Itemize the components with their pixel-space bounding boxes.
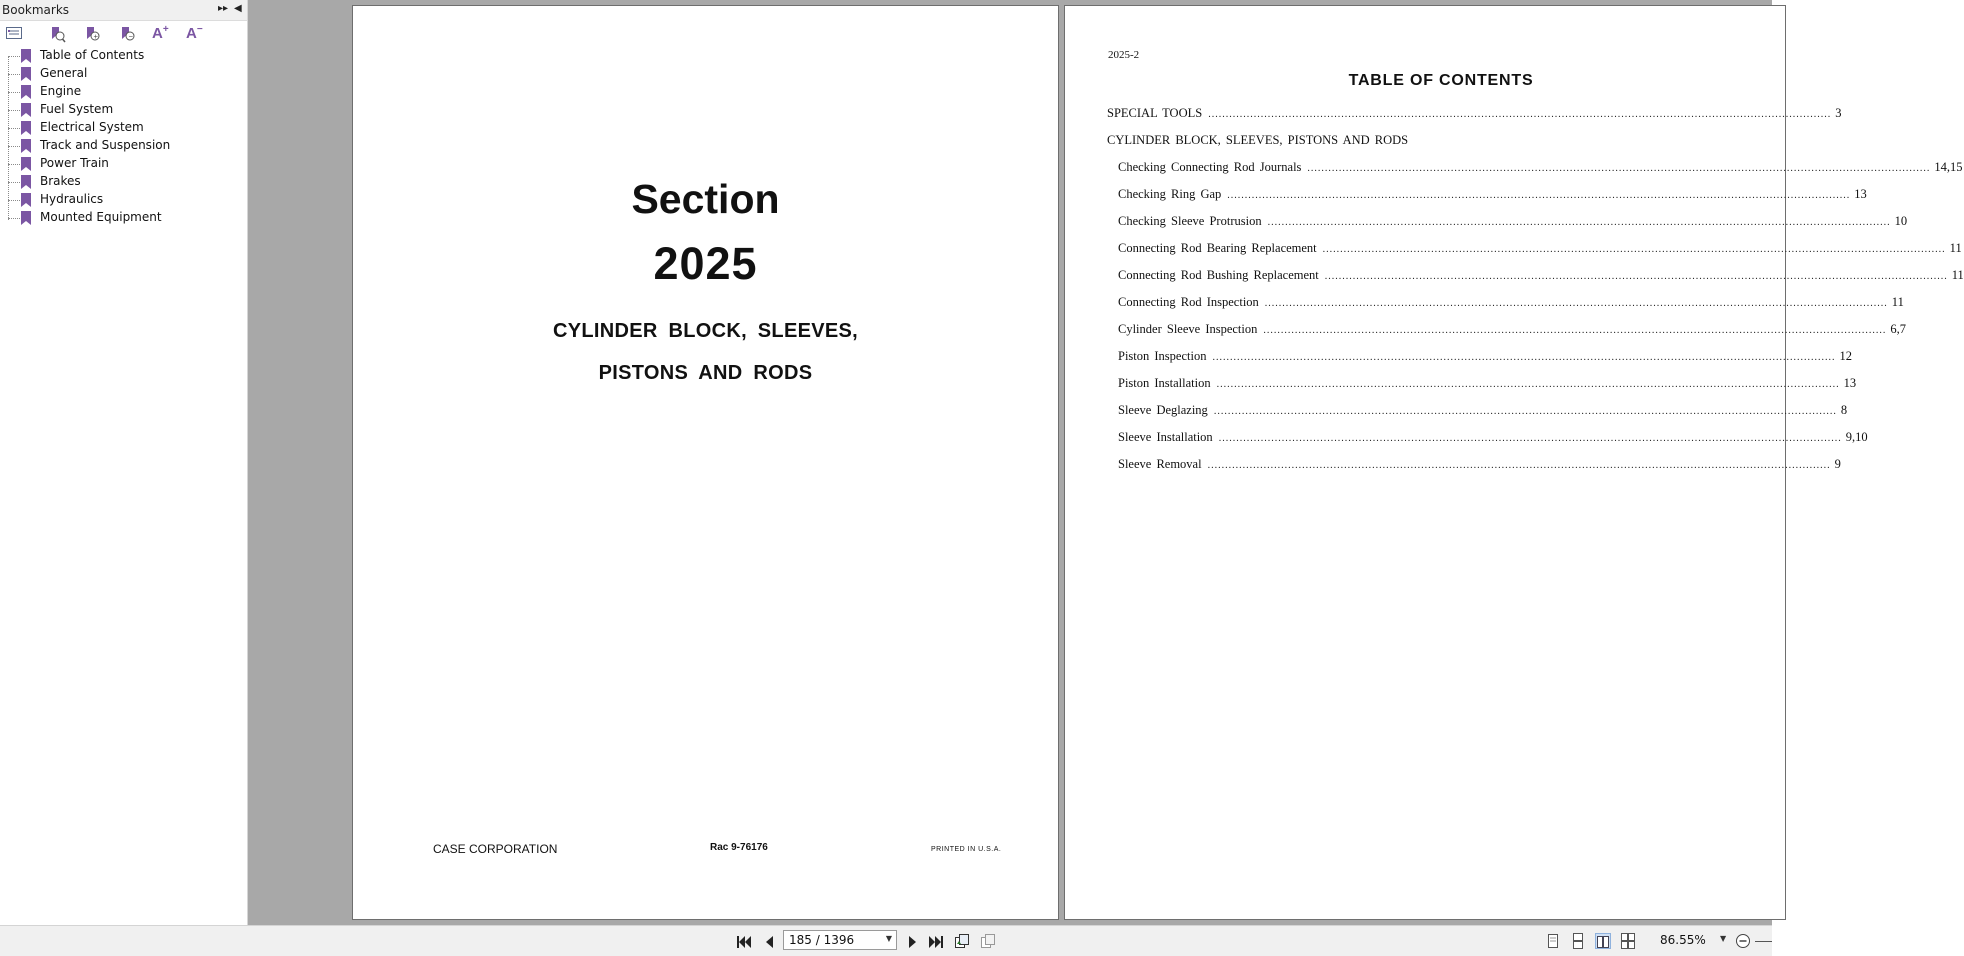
toc-entry-title: Connecting Rod Inspection [1118, 295, 1259, 309]
toc-entry[interactable] [1118, 268, 1964, 284]
toc-entry-title: Sleeve Deglazing [1118, 403, 1208, 417]
increase-font-icon[interactable]: A+ [152, 24, 169, 42]
tree-connector [8, 200, 20, 201]
toc-leader-dots: .................................................................................................................................................................................. [1212, 352, 1836, 363]
toc-leader-dots: .................................................................................................................................................................................. [1264, 298, 1888, 309]
collapse-panel-icon[interactable]: ◀ [234, 3, 242, 14]
bookmark-icon [21, 175, 31, 189]
svg-text:−: − [128, 33, 134, 41]
page-number: 2025-2 [1108, 49, 1140, 61]
toc-leader-dots: .................................................................................................................................................................................. [1208, 109, 1832, 120]
bookmark-icon [21, 103, 31, 117]
bookmark-icon [21, 85, 31, 99]
bookmark-icon [21, 211, 31, 225]
single-page-view-icon[interactable] [1545, 933, 1561, 949]
bookmarks-title: Bookmarks [2, 3, 70, 17]
toc-entry[interactable] [1118, 349, 1852, 365]
toc-entry-special-tools[interactable] [1107, 106, 1842, 122]
toc-leader-dots: .................................................................................................................................................................................. [1307, 163, 1931, 174]
section-label: Section [631, 176, 780, 222]
continuous-facing-view-icon[interactable] [1620, 933, 1636, 949]
bookmarks-header [0, 0, 247, 21]
tree-connector [8, 74, 20, 75]
toc-entry-page: 9 [1834, 457, 1841, 471]
bookmark-label: Table of Contents [40, 48, 145, 62]
bookmark-label: Mounted Equipment [40, 210, 162, 224]
toc-entry[interactable] [1118, 160, 1963, 176]
toc-entry-title: Sleeve Installation [1118, 430, 1213, 444]
bookmark-label: Engine [40, 84, 82, 98]
zoom-out-icon[interactable] [1735, 933, 1751, 949]
svg-text:+: + [93, 33, 99, 41]
toc-entry-page: 8 [1840, 403, 1848, 417]
bookmark-label: Electrical System [40, 120, 144, 134]
toc-entry-title: Piston Inspection [1118, 349, 1207, 363]
toc-entry[interactable] [1118, 376, 1857, 392]
footer-corporation: CASE CORPORATION [433, 842, 558, 856]
toc-entry-title: Sleeve Removal [1118, 457, 1202, 471]
first-page-icon[interactable] [736, 934, 752, 948]
bookmarks-panel [0, 0, 248, 925]
toc-leader-dots: .................................................................................................................................................................................. [1227, 190, 1851, 201]
toc-entry[interactable] [1118, 241, 1962, 257]
toc-leader-dots: .................................................................................................................................................................................. [1218, 433, 1842, 444]
zoom-level[interactable]: 86.55% [1660, 933, 1706, 947]
bookmark-icon [21, 157, 31, 171]
page-number-field[interactable] [783, 930, 897, 950]
continuous-view-icon[interactable] [1570, 933, 1586, 949]
page-indicator: 185 / 1396 [789, 933, 855, 947]
page-right [1064, 5, 1964, 920]
toc-entry-page: 11 [1949, 241, 1962, 255]
toc-entry-page: 12 [1839, 349, 1852, 363]
toc-entry[interactable] [1118, 403, 1848, 419]
bookmark-label: Fuel System [40, 102, 114, 116]
toc-entry-title: Checking Sleeve Protrusion [1118, 214, 1262, 228]
toc-leader-dots: .................................................................................................................................................................................. [1213, 406, 1837, 417]
toc-entry-page: 11 [1891, 295, 1904, 309]
bookmarks-toolbar [0, 21, 247, 47]
previous-view-icon[interactable] [954, 933, 970, 947]
section-number: 2025 [653, 238, 758, 289]
bookmark-label: Track and Suspension [40, 138, 171, 152]
toc-entry[interactable] [1118, 430, 1868, 446]
previous-page-icon[interactable] [762, 934, 778, 948]
footer-printed: PRINTED IN U.S.A. [931, 846, 1002, 853]
bookmark-table-of-contents[interactable] [8, 47, 238, 65]
tree-connector [8, 92, 20, 93]
bookmark-engine[interactable] [8, 83, 238, 101]
bookmark-options-icon[interactable] [5, 25, 27, 43]
tree-connector [8, 146, 20, 147]
toc-entry-page: 13 [1854, 187, 1867, 201]
section-subtitle-line1: CYLINDER BLOCK, SLEEVES, [552, 320, 858, 342]
zoom-slider[interactable] [1755, 941, 1772, 942]
bookmark-label: Hydraulics [40, 192, 104, 206]
bookmark-hydraulics[interactable] [8, 191, 238, 209]
tree-connector [8, 110, 20, 111]
toc-entry-page: 11 [1951, 268, 1964, 282]
toc-leader-dots: .................................................................................................................................................................................. [1207, 460, 1831, 471]
expand-bookmark-icon[interactable] [118, 25, 140, 43]
toc-leader-dots: .................................................................................................................................................................................. [1263, 325, 1887, 336]
bookmark-electrical-system[interactable] [8, 119, 238, 137]
section-subtitle-line2: PISTONS AND RODS [598, 362, 813, 384]
bookmark-icon [21, 139, 31, 153]
zoom-dropdown-icon[interactable]: ▼ [1720, 934, 1727, 943]
toc-leader-dots: .................................................................................................................................................................................. [1324, 271, 1948, 282]
toc-leader-dots: .................................................................................................................................................................................. [1322, 244, 1946, 255]
bookmark-icon [21, 49, 31, 63]
bookmark-fuel-system[interactable] [8, 101, 238, 119]
next-view-icon[interactable] [980, 933, 996, 947]
status-bar [0, 925, 1772, 956]
toc-title: TABLE OF CONTENTS [1348, 72, 1534, 89]
toc-entry[interactable] [1118, 214, 1908, 230]
document-viewer[interactable] [248, 0, 1964, 925]
facing-view-icon[interactable] [1595, 933, 1611, 949]
new-bookmark-icon[interactable] [48, 25, 70, 43]
bookmark-label: General [40, 66, 88, 80]
bookmark-brakes[interactable] [8, 173, 238, 191]
bookmark-icon [21, 193, 31, 207]
bookmark-power-train[interactable] [8, 155, 238, 173]
toc-entry-title: Connecting Rod Bearing Replacement [1118, 241, 1317, 255]
toc-entry-page: 10 [1894, 214, 1908, 228]
toc-leader-dots: .................................................................................................................................................................................. [1267, 217, 1891, 228]
bookmark-icon [21, 67, 31, 81]
toc-entry-title: Checking Ring Gap [1118, 187, 1222, 201]
bookmark-general[interactable] [8, 65, 238, 83]
bookmark-label: Brakes [40, 174, 81, 188]
toc-group-heading: CYLINDER BLOCK, SLEEVES, PISTONS AND RODS [1107, 133, 1409, 147]
toc-entry-title: Cylinder Sleeve Inspection [1118, 322, 1258, 336]
toc-entry-page: 3 [1835, 106, 1842, 120]
toc-entry-page: 6,7 [1890, 322, 1907, 336]
bookmark-mounted-equipment[interactable] [8, 209, 238, 227]
next-page-icon[interactable] [905, 934, 921, 948]
find-bookmark-icon[interactable] [83, 25, 105, 43]
decrease-font-icon[interactable]: A− [186, 24, 203, 42]
tree-connector [8, 56, 20, 57]
toc-entry-page: 13 [1843, 376, 1857, 390]
toc-entry-title: Checking Connecting Rod Journals [1118, 160, 1302, 174]
bookmark-track-and-suspension[interactable] [8, 137, 238, 155]
page-left [352, 5, 1059, 920]
footer-code: Rac 9-76176 [710, 842, 768, 853]
last-page-icon[interactable] [928, 934, 944, 948]
toc-entry-title: SPECIAL TOOLS [1107, 106, 1203, 120]
toc-leader-dots: .................................................................................................................................................................................. [1216, 379, 1840, 390]
tree-connector [8, 182, 20, 183]
toc-entry-page: 9,10 [1845, 430, 1868, 444]
bookmark-icon [21, 121, 31, 135]
toc-entry-title: Connecting Rod Bushing Replacement [1118, 268, 1319, 282]
toc-entry[interactable] [1118, 457, 1841, 473]
chevron-down-icon[interactable]: ▼ [885, 934, 892, 943]
toc-entry[interactable] [1118, 187, 1867, 203]
toc-entry-title: Piston Installation [1118, 376, 1211, 390]
bookmark-label: Power Train [40, 156, 109, 170]
toc-entry-page: 14,15 [1934, 160, 1963, 174]
toc-entry[interactable] [1118, 295, 1904, 311]
toc-entry[interactable] [1118, 322, 1907, 338]
tree-connector [8, 164, 20, 165]
expand-panel-icon[interactable]: ▸▸ [218, 3, 229, 14]
tree-connector [8, 218, 20, 219]
tree-connector [8, 128, 20, 129]
